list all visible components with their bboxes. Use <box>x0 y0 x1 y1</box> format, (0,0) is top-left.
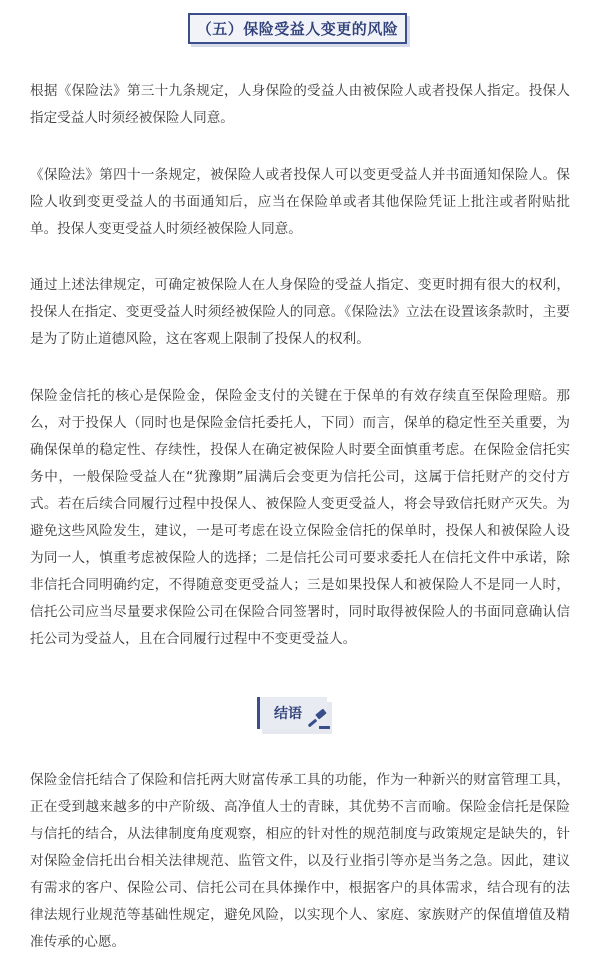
section-title-box <box>188 13 413 49</box>
paragraph-4: 保险金信托的核心是保险金，保险金支付的关键在于保单的有效存续直至保险理赔。那么，对于投保人（同时也是保险金信托委托人，下同）而言，保单的稳定性至关重要，为确保保单的稳定性、存续性，投保人在确定被保险人时要全面慎重考虑。在保险金信托实务中，一般保险受益人在“犹豫期”届满后会变更为信托公司，这属于信托财产的交付方式。若在后续合同履行过程中投保人、被保险人变更受益人，将会导致信托财产灭失。为避免这些风险发生，建议，一是可考虑在设立保险金信托的保单时，投保人和被保险人设为同一人，慎重考虑被保险人的选择；二是信托公司可要求委托人在信托文件中承诺，除非信托合同明确约定，不得随意变更受益人；三是如果投保人和被保险人不是同一人时，信托公司应当尽量要求保险公司在保险合同签署时，同时取得被保险人的书面同意确认信托公司为受益人，且在合同履行过程中不变更受益人。 <box>30 388 570 647</box>
gavel-icon <box>307 709 331 731</box>
section-title: （五）保险受益人变更的风险 <box>188 13 407 44</box>
conclusion-paragraph: 保险金信托结合了保险和信托两大财富传承工具的功能，作为一种新兴的财富管理工具，正在受到越来越多的中产阶级、高净值人士的青睐，其优势不言而喻。保险金信托是保险与信托的结合，从法律制度角度观察，相应的针对性的规范制度与政策规定是缺失的，针对保险金信托出台相关法律规范、监管文件，以及行业指引等亦是当务之急。因此，建议有需求的客户、保险公司、信托公司在具体操作中，根据客户的具体需求，结合现有的法律法规行业规范等基础性规定，避免风险，以实现个人、家庭、家族财产的保值增值及精准传承的心愿。 <box>30 772 570 950</box>
paragraph-1: 根据《保险法》第三十九条规定，人身保险的受益人由被保险人或者投保人指定。投保人指定受益人时须经被保险人同意。 <box>30 83 570 126</box>
conclusion-heading <box>257 697 335 735</box>
paragraph-2: 《保险法》第四十一条规定，被保险人或者投保人可以变更受益人并书面通知保险人。保险人收到变更受益人的书面通知后，应当在保险单或者其他保险凭证上批注或者附贴批单。投保人变更受益人时须经被保险人同意。 <box>30 167 570 237</box>
conclusion-label: 结语 <box>257 697 327 729</box>
paragraph-3: 通过上述法律规定，可确定被保险人在人身保险的受益人指定、变更时拥有很大的权利，投保人在指定、变更受益人时须经被保险人的同意。《保险法》立法在设置该条款时，主要是为了防止道德风险，这在客观上限制了投保人的权利。 <box>30 277 570 347</box>
